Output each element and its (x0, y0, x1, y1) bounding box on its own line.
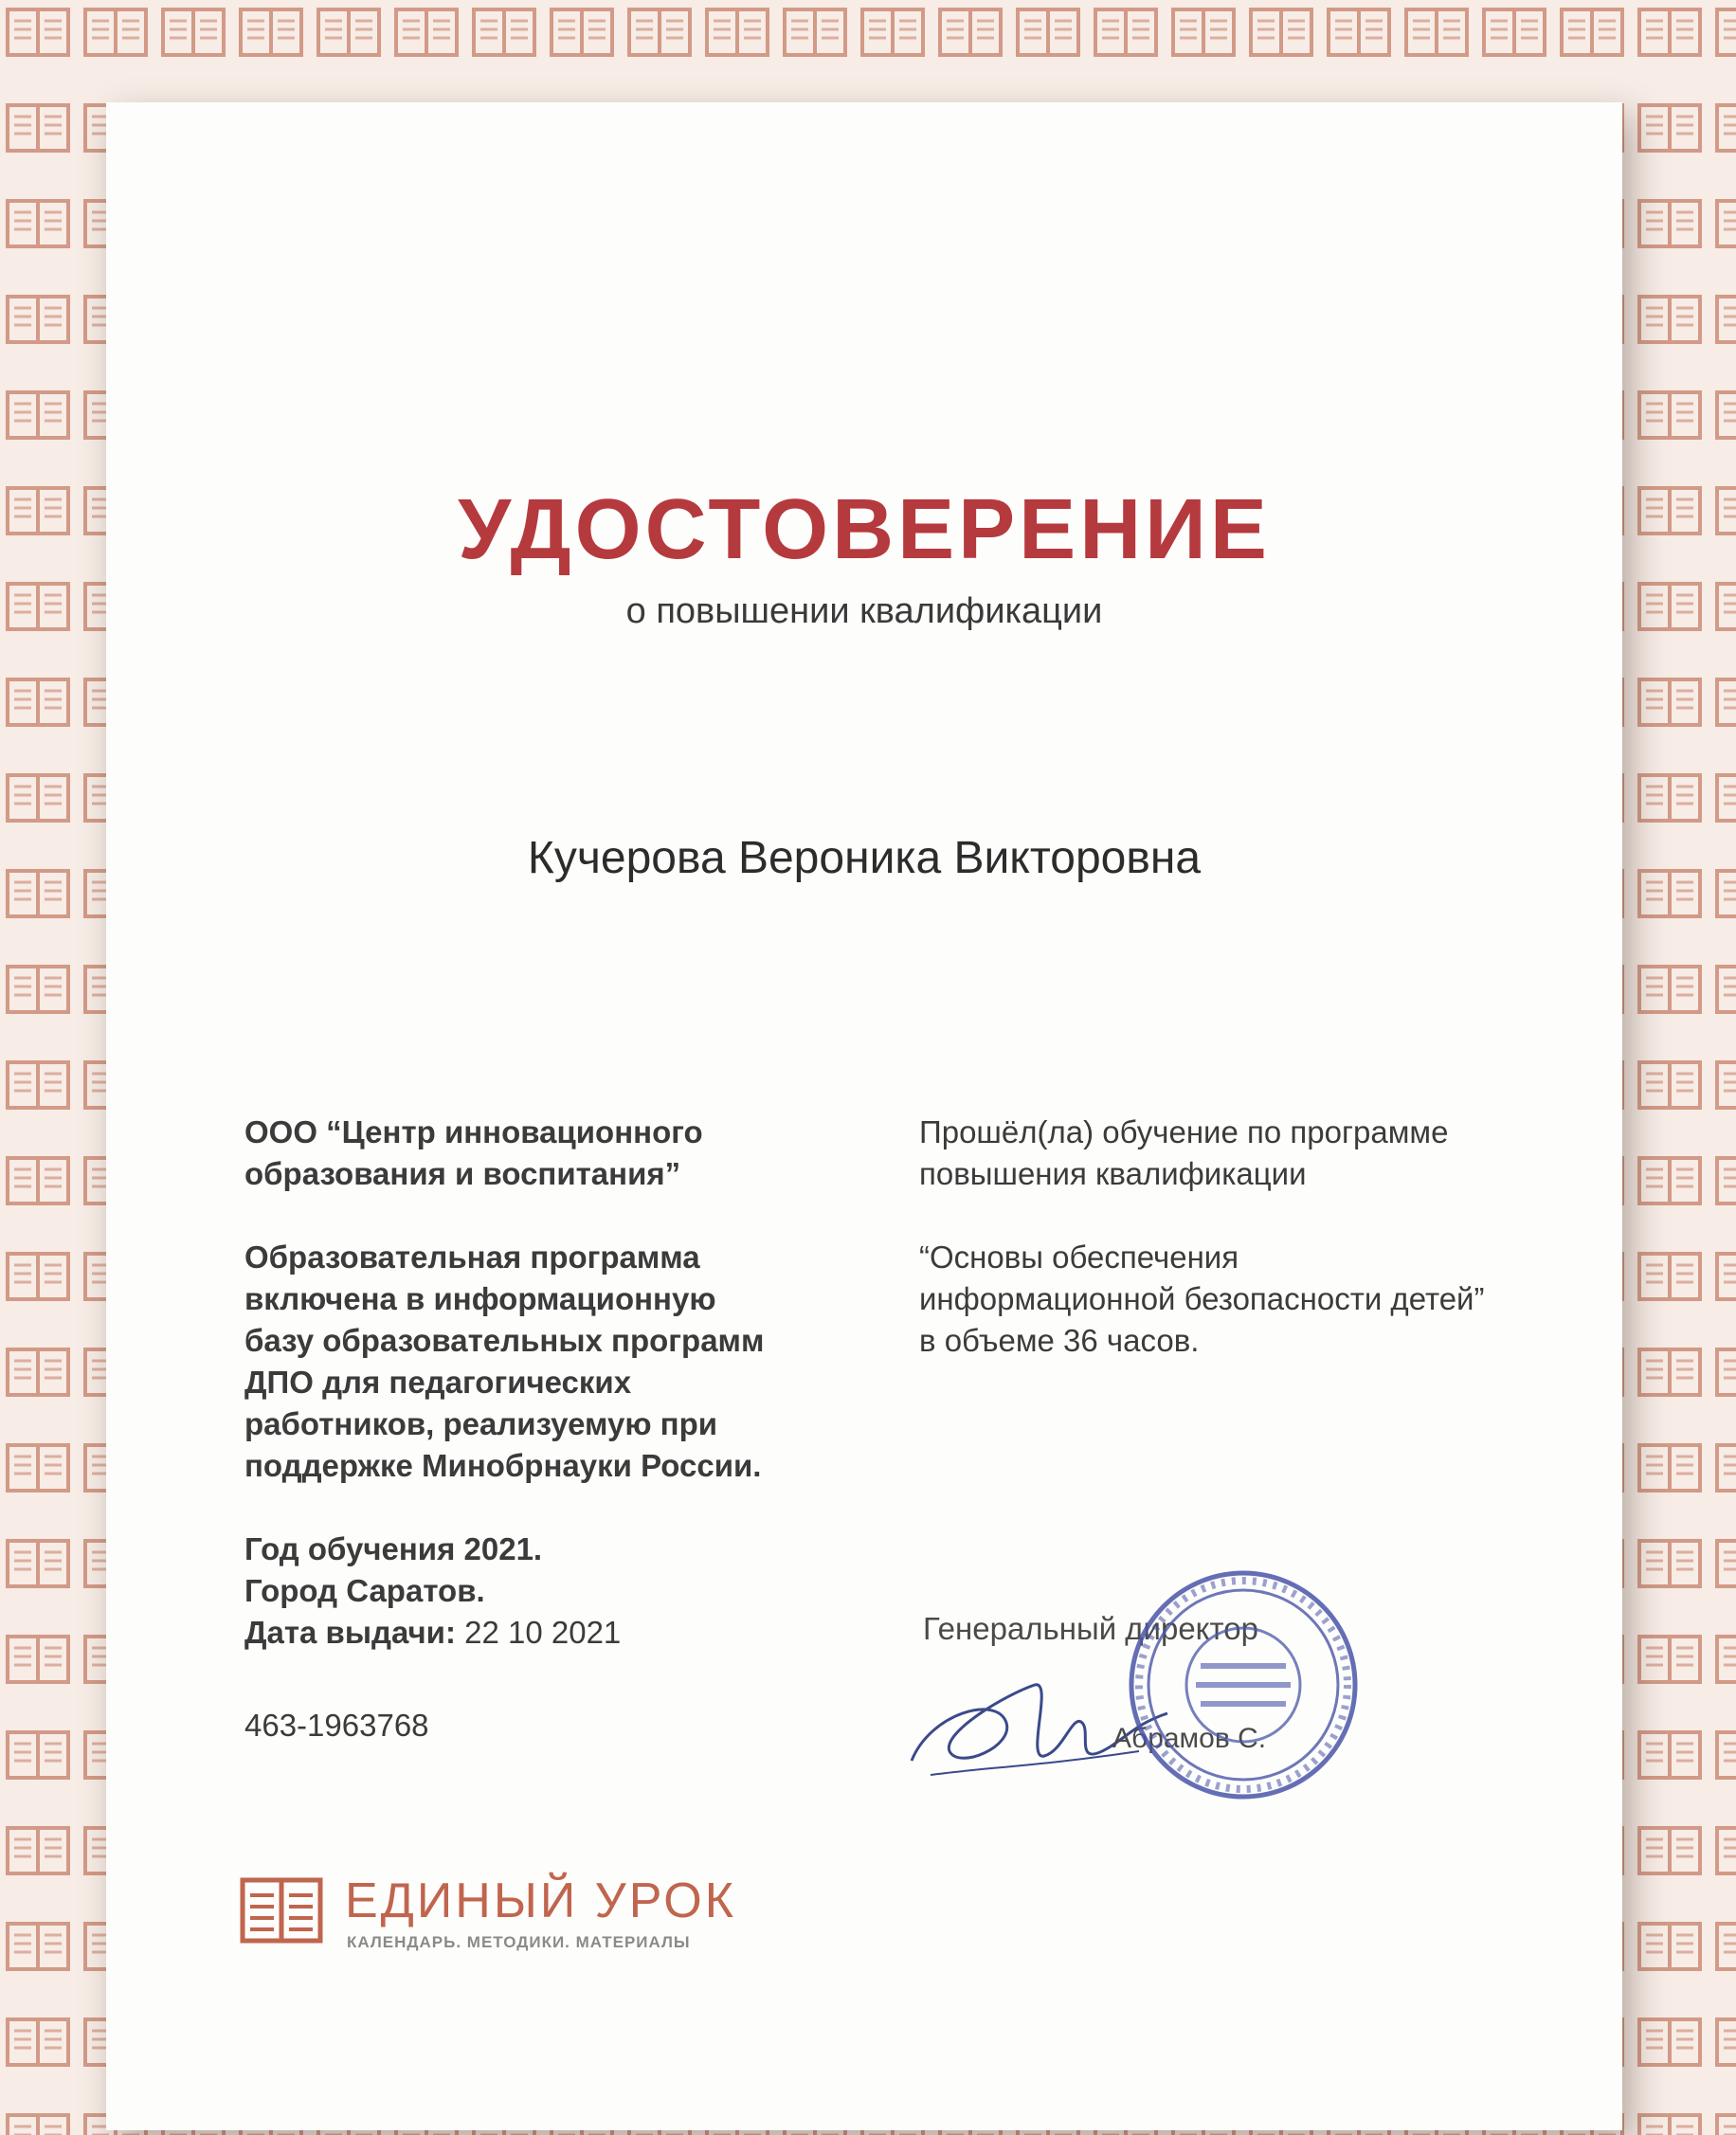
certificate-subtitle: о повышении квалификации (625, 591, 1103, 631)
certificate-title: УДОСТОВЕРЕНИЕ (458, 482, 1271, 577)
signatory-title: Генеральный директор (923, 1611, 1258, 1646)
training-column (919, 1112, 1582, 1403)
brand-tagline: КАЛЕНДАРЬ. МЕТОДИКИ. МАТЕРИАЛЫ (347, 1933, 691, 1951)
brand-name: ЕДИНЫЙ УРОК (345, 1873, 736, 1928)
brand-logo (239, 1871, 769, 1965)
issuer-column (244, 1112, 860, 1654)
program-name: “Основы обеспечения информационной безопасности детей” в объеме 36 часов. (919, 1239, 1485, 1358)
completion-text: Прошёл(ла) обучение по программе повышения квалификации (919, 1114, 1449, 1191)
organization-name: ООО “Центр инновационного образования и воспитания” (244, 1114, 703, 1191)
signatory-name: Абрамов С. (1112, 1723, 1267, 1754)
issue-date (244, 1612, 860, 1654)
registration-number: 463-1963768 (244, 1708, 429, 1743)
stamp-icon (1125, 1566, 1362, 1803)
issue-date-value: 22 10 2021 (464, 1615, 622, 1650)
issue-date-label: Дата выдачи: (244, 1615, 456, 1650)
study-year: Год обучения 2021. (244, 1531, 543, 1566)
certificate-sheet (106, 102, 1622, 2130)
open-book-icon (239, 1871, 324, 1956)
city: Город Саратов. (244, 1573, 485, 1608)
holder-name: Кучерова Вероника Викторовна (527, 833, 1202, 883)
program-note: Образовательная программа включена в информационную базу образовательных программ ДПО для педагогических работников, реализуемую при поддержке Минобрнауки России. (244, 1239, 765, 1483)
